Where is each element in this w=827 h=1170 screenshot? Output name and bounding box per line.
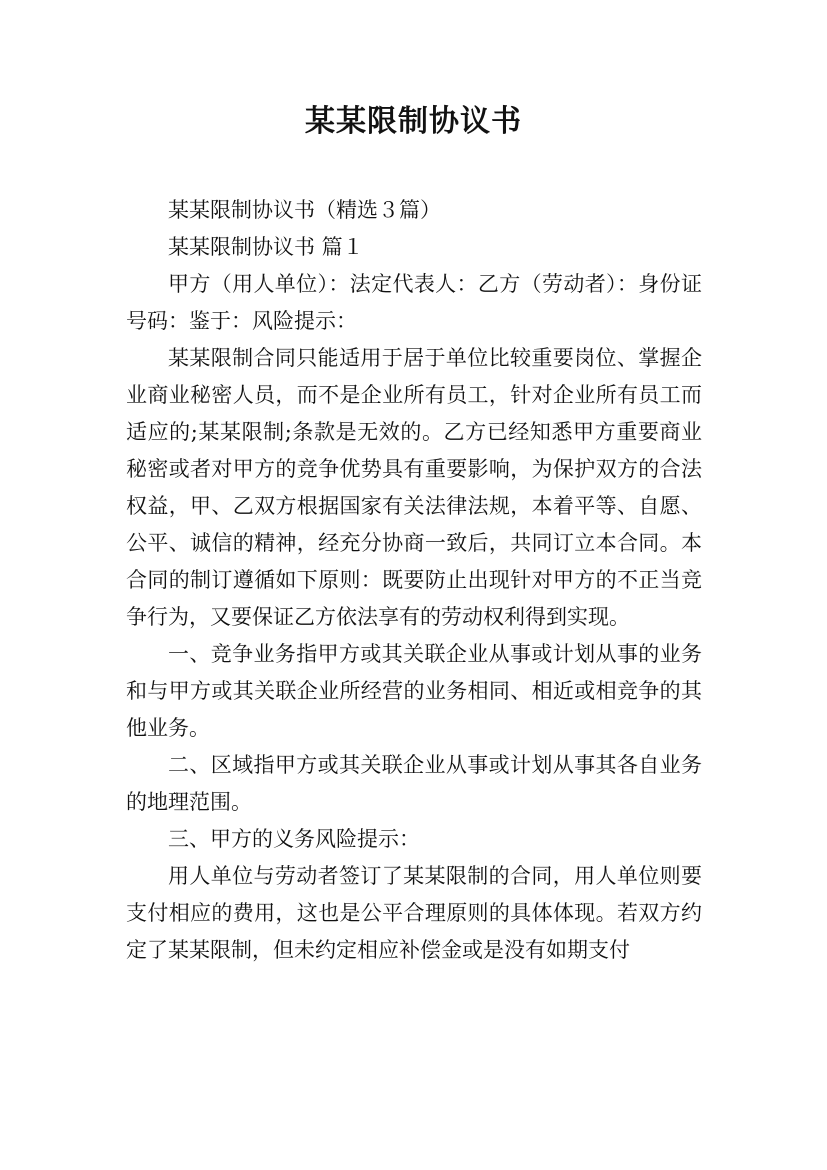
paragraph-clause-3-heading: 三、甲方的义务风险提示： — [168, 827, 420, 851]
paragraph-clause-3-body: 用人单位与劳动者签订了某某限制的合同，用人单位则要支付相应的费用，这也是公平合理原则的具体体现。若双方约定了某某限制，但未约定相应补偿金或是没有如期支付 — [126, 864, 702, 962]
document-title: 某某限制协议书 — [305, 104, 522, 139]
paragraph-parties: 甲方（用人单位）：法定代表人：乙方（劳动者）：身份证号码：鉴于：风险提示： — [126, 272, 702, 333]
paragraph-clause-1: 一、竞争业务指甲方或其关联企业从事或计划从事的业务和与甲方或其关联企业所经营的业务相同、相近或相竞争的其他业务。 — [126, 642, 702, 740]
paragraph-preamble: 某某限制合同只能适用于居于单位比较重要岗位、掌握企业商业秘密人员，而不是企业所有员工，针对企业所有员工而适应的;某某限制;条款是无效的。乙方已经知悉甲方重要商业秘密或者对甲方的竞争优势具有重要影响，为保护双方的合法权益，甲、乙双方根据国家有关法律法规，本着平等、自愿、公平、诚信的精神，经充分协商一致后，共同订立本合同。本合同的制订遵循如下原则：既要防止出现针对甲方的不正当竞争行为，又要保证乙方依法享有的劳动权利得到实现。 — [126, 346, 702, 629]
document-body — [126, 192, 702, 969]
paragraph-clause-2: 二、区域指甲方或其关联企业从事或计划从事其各自业务的地理范围。 — [126, 753, 702, 814]
paragraph-section-heading: 某某限制协议书 篇１ — [168, 235, 364, 259]
paragraph-subtitle: 某某限制协议书（精选３篇） — [168, 198, 441, 222]
